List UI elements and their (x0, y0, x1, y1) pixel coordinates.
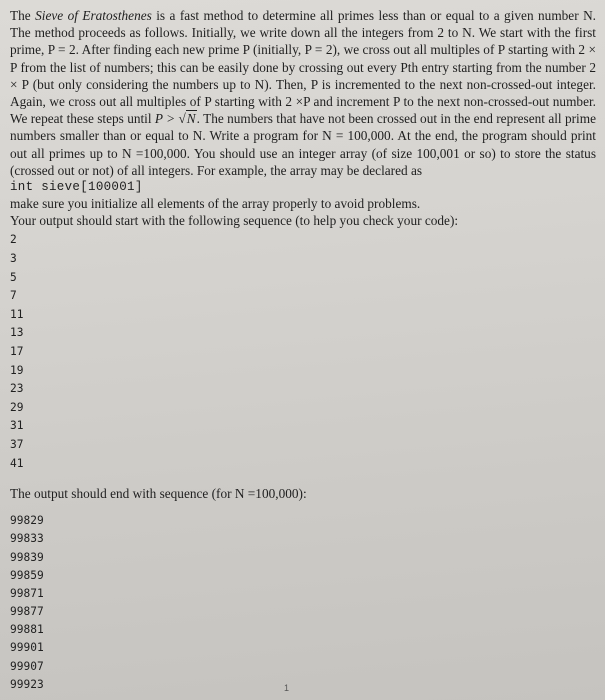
sequence-number: 99881 (10, 623, 44, 637)
sequence-number: 99901 (10, 641, 44, 655)
sequence-number: 41 (10, 456, 24, 470)
sequence-number: 99877 (10, 605, 44, 619)
end-heading: The output should end with sequence (for N =100,000): (10, 486, 307, 502)
sequence-number: 31 (10, 419, 24, 433)
paragraph-part-1: is a fast method to determine all primes less than or equal to a given number N. The method proceeds as follows. Initially, we write down all the integers from 2 to N. We start with the first prime, P = 2. After finding each new prime P (initially, P = 2), we cross out all multiples of P starting with 2 × P from the list of numbers; this can be easily done by crossing out every Pth entry starting from the number 2 × P (but only considering the numbers up to N). Then, P is incremented to the next non-crossed-out integer. Again, we cross out all multiples of P starting with 2 ×P and increment P to the next non-crossed-out number. We repeat these steps until (10, 8, 596, 127)
array-declaration: int sieve[100001] (10, 180, 143, 195)
sequence-number: 7 (10, 289, 17, 303)
sequence-number: 3 (10, 252, 17, 266)
sequence-number: 19 (10, 363, 24, 377)
sequence-number: 5 (10, 270, 17, 284)
init-note: make sure you initialize all elements of the array properly to avoid problems. (10, 196, 421, 212)
sequence-number: 13 (10, 326, 24, 340)
paragraph-part-2: . The numbers that have not been crossed out in the end represent all prime numbers smaller than or equal to N. Write a program for N = 100,000. At the end, the program should print out all primes up to N =100,000. You should use an integer array (of size 100,001 or so) to store the status (crossed out or not) of all integers. For example, the array may be declared as (10, 111, 596, 178)
sequence-number: 99923 (10, 677, 44, 691)
sequence-number: 11 (10, 307, 24, 321)
sequence-number: 37 (10, 437, 24, 451)
sequence-number: 99871 (10, 586, 44, 600)
sequence-number: 2 (10, 233, 17, 247)
sequence-number: 99833 (10, 532, 44, 546)
page-mark: 1 (284, 683, 290, 693)
sequence-number: 99829 (10, 514, 44, 528)
sqrt-radicand: N (186, 111, 196, 127)
start-sequence (10, 231, 596, 473)
start-heading: Your output should start with the following sequence (to help you check your code): (10, 213, 459, 229)
problem-text (10, 7, 596, 694)
sequence-number: 99907 (10, 659, 44, 673)
sqrt-symbol: √ (178, 111, 186, 127)
problem-paragraph (10, 7, 596, 179)
sequence-number: 17 (10, 345, 24, 358)
sequence-number: 23 (10, 382, 24, 396)
sequence-number: 99839 (10, 550, 44, 564)
intro-before: The (10, 8, 36, 23)
sequence-number: 29 (10, 400, 24, 414)
end-sequence (10, 512, 596, 694)
sequence-number: 99859 (10, 568, 44, 582)
sqrt-expression (178, 110, 196, 127)
condition-lhs: P > (154, 111, 179, 127)
method-title: Sieve of Eratosthenes (35, 8, 152, 23)
